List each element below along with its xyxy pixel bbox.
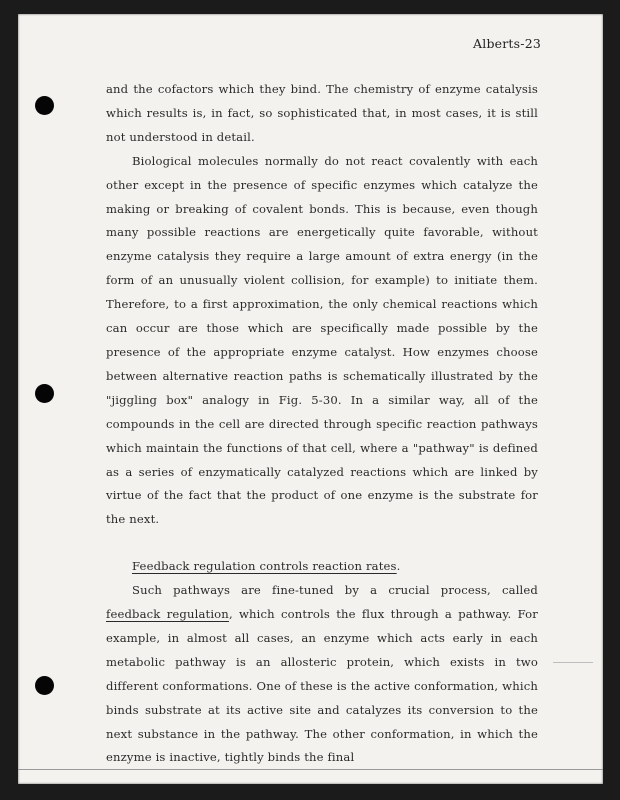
- paragraph-3-start: Such pathways are fine-tuned by a crucial process, called: [132, 583, 538, 598]
- punch-hole-top: [35, 96, 54, 115]
- page-bottom-rule: [18, 769, 603, 770]
- margin-mark: [553, 662, 593, 663]
- paragraph-3-end: , which controls the flux through a pathway. For example, in almost all cases, an enzyme which acts early in each metabolic pathway is an allosteric protein, which exists in two different conformations. One of these is the active conformation, which binds substrate at its active site and catalyzes its conversion to the next substance in the pathway. The other conformation, in which the enzyme is inactive, tightly binds the final: [106, 607, 538, 765]
- section-heading: [106, 555, 538, 579]
- body-text: [106, 78, 538, 770]
- punch-hole-middle: [35, 384, 54, 403]
- section-heading-period: .: [396, 559, 401, 574]
- paragraph-3: [106, 579, 538, 770]
- paragraph-1: and the cofactors which they bind. The chemistry of enzyme catalysis which results is, in fact, so sophisticated that, in most cases, it is still not understood in detail.: [106, 82, 538, 144]
- paragraph-2: Biological molecules normally do not react covalently with each other except in the presence of specific enzymes which catalyze the making or breaking of covalent bonds. This is because, even though many possible reactions are energetically quite favorable, without enzyme catalysis they require a large amount of extra energy (in the form of an unusually violent collision, for example) to initiate them. Therefore, to a first approximation, the only chemical reactions which can occur are those which are specifically made possible by the presence of the appropriate enzyme catalyst. How enzymes choose between alternative reaction paths is schematically illustrated by the "jiggling box" analogy in Fig. 5-30. In a similar way, all of the compounds in the cell are directed through specific reaction pathways which maintain the functions of that cell, where a "pathway" is defined as a series of enzymatically catalyzed reactions which are linked by virtue of the fact that the product of one enzyme is the substrate for the next.: [106, 153, 538, 527]
- punch-hole-bottom: [35, 676, 54, 695]
- feedback-regulation-term: feedback regulation: [106, 607, 229, 622]
- page-header-label: Alberts-23: [473, 36, 541, 51]
- document-page: [18, 14, 603, 784]
- section-heading-text: Feedback regulation controls reaction rates: [132, 559, 397, 574]
